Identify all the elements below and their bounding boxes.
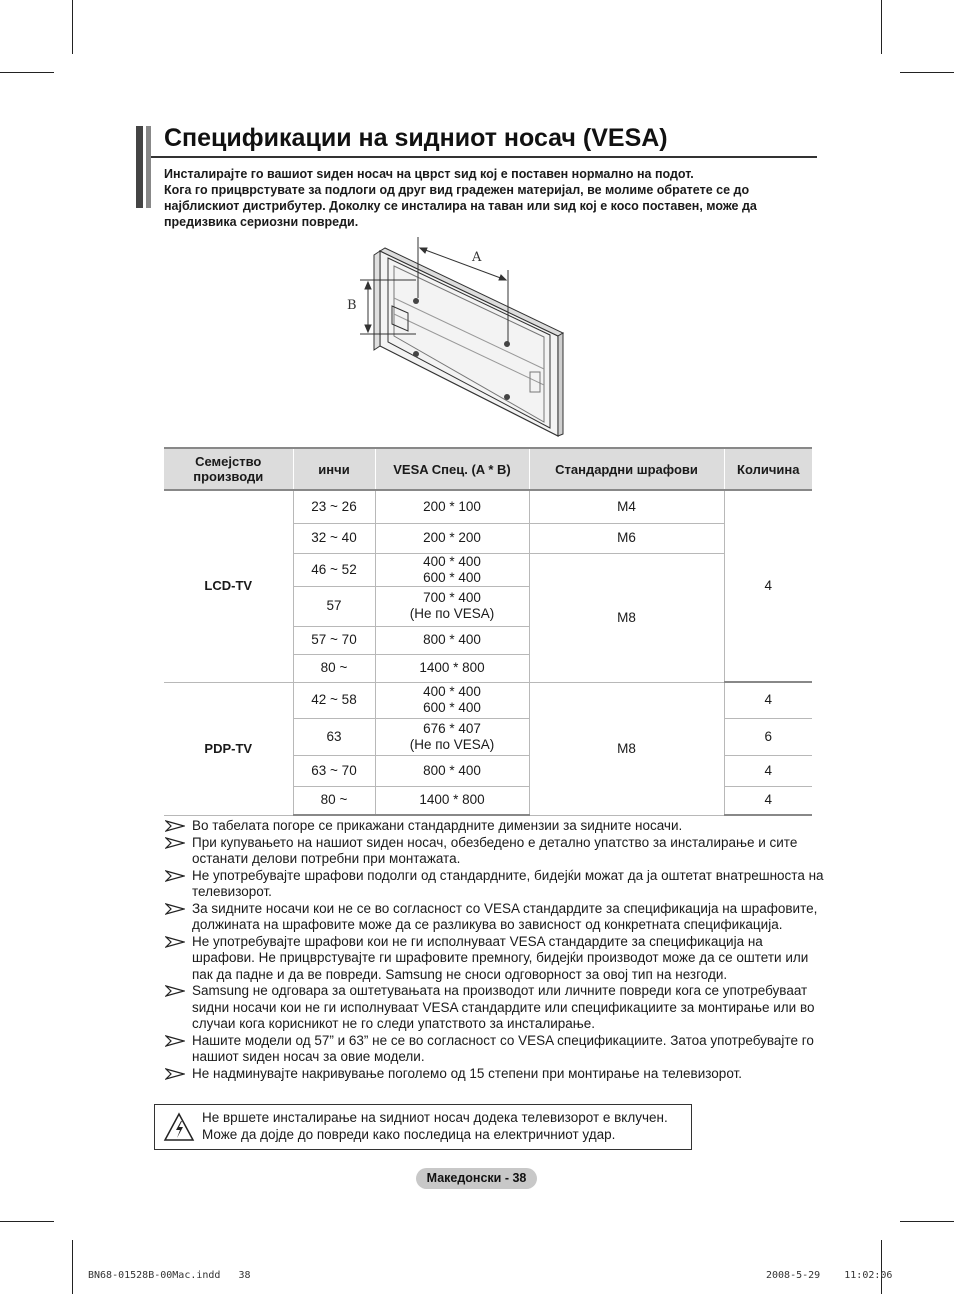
vesa-cell: 200 * 200 bbox=[375, 523, 529, 553]
header-inches: инчи bbox=[293, 448, 375, 490]
quantity-cell: 4 bbox=[724, 755, 812, 786]
crop-mark bbox=[0, 1221, 54, 1222]
warning-icon bbox=[161, 1109, 197, 1145]
warning-line: Не вршете инсталирање на ѕидниот носач додека телевизорот е вклучен. bbox=[202, 1110, 668, 1125]
vesa-cell: 800 * 400 bbox=[375, 755, 529, 786]
note-text: Во табелата погоре се прикажани стандардните димензии за ѕидните носачи. bbox=[192, 818, 683, 833]
screw-cell: M4 bbox=[529, 490, 724, 523]
intro-text bbox=[164, 166, 820, 230]
list-item bbox=[164, 818, 824, 835]
inches-cell: 42 ~ 58 bbox=[293, 682, 375, 718]
list-item bbox=[164, 934, 824, 984]
arrow-bullet-icon bbox=[165, 936, 185, 948]
inches-cell: 80 ~ bbox=[293, 786, 375, 815]
warning-line: Може да дојде до повреди како последица на електричниот удар. bbox=[202, 1127, 616, 1142]
crop-mark bbox=[72, 1240, 73, 1294]
vesa-cell: 1400 * 800 bbox=[375, 654, 529, 682]
vesa-spec-table bbox=[164, 447, 812, 816]
quantity-cell: 6 bbox=[724, 718, 812, 755]
dimension-b-label: B bbox=[347, 298, 357, 313]
crop-mark bbox=[900, 72, 954, 73]
screw-cell: M6 bbox=[529, 523, 724, 553]
footer-filename: BN68-01528B-00Mac.indd 38 bbox=[88, 1270, 251, 1281]
header-product-family: Семејство производи bbox=[164, 448, 293, 490]
arrow-bullet-icon bbox=[165, 820, 185, 832]
title-bar bbox=[136, 126, 143, 208]
dimension-a-label: A bbox=[472, 250, 482, 265]
note-text: За ѕидните носачи кои не се во согласност со VESA стандардите за спецификација на шрафовите, должината на шрафовите може да се разликува во зависност од конкретната спецификација. bbox=[192, 900, 818, 932]
vesa-cell: 800 * 400 bbox=[375, 626, 529, 654]
header-vesa-spec: VESA Спец. (A * B) bbox=[375, 448, 529, 490]
notes-list bbox=[164, 818, 824, 1082]
page-title: Спецификации на ѕидниот носач (VESA) bbox=[164, 124, 668, 152]
arrow-bullet-icon bbox=[165, 837, 185, 849]
note-text: Samsung не одговара за оштетувањата на производот или личните повреди кога се употребуваат ѕидни носачи кои не ги исполнуваат VESA стандардите или спецификациите за монтирање или во случаи кога корисникот не го следи упатството за инсталирање. bbox=[192, 983, 815, 1031]
vesa-cell: 400 * 400 600 * 400 bbox=[375, 553, 529, 586]
note-text: Не употребувајте шрафови подолги од стандардните, бидејќи можат да ја оштетат внатрешноста на телевизорот. bbox=[192, 867, 824, 899]
vesa-cell: 200 * 100 bbox=[375, 490, 529, 523]
footer-date: 2008-5-29 11:02:06 bbox=[766, 1270, 893, 1281]
list-item bbox=[164, 983, 824, 1033]
inches-cell: 46 ~ 52 bbox=[293, 553, 375, 586]
arrow-bullet-icon bbox=[165, 985, 185, 997]
inches-cell: 57 bbox=[293, 586, 375, 626]
quantity-cell: 4 bbox=[724, 490, 812, 682]
screw-cell: M8 bbox=[529, 553, 724, 682]
vesa-cell: 676 * 407 (Не по VESA) bbox=[375, 718, 529, 755]
table-header-row bbox=[164, 448, 812, 490]
header-standard-screws: Стандардни шрафови bbox=[529, 448, 724, 490]
inches-cell: 32 ~ 40 bbox=[293, 523, 375, 553]
screw-cell: M8 bbox=[529, 682, 724, 815]
title-rule bbox=[151, 156, 817, 158]
warning-box bbox=[154, 1104, 692, 1150]
list-item bbox=[164, 1033, 824, 1066]
arrow-bullet-icon bbox=[165, 1035, 185, 1047]
warning-text bbox=[202, 1109, 668, 1143]
family-lcd-tv: LCD-TV bbox=[164, 490, 293, 682]
inches-cell: 63 ~ 70 bbox=[293, 755, 375, 786]
tv-back-diagram bbox=[330, 236, 590, 446]
family-pdp-tv: PDP-TV bbox=[164, 682, 293, 815]
arrow-bullet-icon bbox=[165, 870, 185, 882]
arrow-bullet-icon bbox=[165, 903, 185, 915]
list-item bbox=[164, 868, 824, 901]
note-text: Не надминувајте накривување поголемо од 15 степени при монтирање на телевизорот. bbox=[192, 1065, 742, 1081]
inches-cell: 63 bbox=[293, 718, 375, 755]
crop-mark bbox=[900, 1221, 954, 1222]
table-row bbox=[164, 490, 812, 523]
vesa-cell: 400 * 400 600 * 400 bbox=[375, 682, 529, 718]
list-item bbox=[164, 1066, 824, 1083]
list-item bbox=[164, 835, 824, 868]
vesa-cell: 700 * 400 (Не по VESA) bbox=[375, 586, 529, 626]
vesa-cell: 1400 * 800 bbox=[375, 786, 529, 815]
header-quantity: Количина bbox=[724, 448, 812, 490]
note-text: При купувањето на нашиот ѕиден носач, обезбедено е детално упатство за инсталирање и сите останати делови потребни при монтажата. bbox=[192, 834, 798, 866]
intro-paragraph: Кога го прицврстувате за подлоги од друг вид градежен материјал, ве молиме обратете се до најблискиот дистрибутер. Доколку се инсталира на таван или ѕид кој е косо поставен, може да предизвика сериозни повреди. bbox=[164, 183, 757, 229]
arrow-bullet-icon bbox=[165, 1068, 185, 1080]
crop-mark bbox=[72, 0, 73, 54]
note-text: Нашите модели од 57” и 63” не се во согласност со VESA спецификациите. Затоа употребувајте го нашиот ѕиден носач за овие модели. bbox=[192, 1032, 814, 1064]
page-number-badge: Македонски - 38 bbox=[416, 1168, 537, 1189]
inches-cell: 80 ~ bbox=[293, 654, 375, 682]
table-row bbox=[164, 682, 812, 718]
crop-mark bbox=[881, 1240, 882, 1294]
inches-cell: 23 ~ 26 bbox=[293, 490, 375, 523]
note-text: Не употребувајте шрафови кои не ги исполнуваат VESA стандардите за спецификација на шрафови. Не прицврстувајте ги шрафовите премногу, бидејќи производот може да се оштети или пак да падне и да ве повреди. Samsung не сноси одговорност за овој тип на незгоди. bbox=[192, 933, 809, 982]
list-item bbox=[164, 901, 824, 934]
title-bar bbox=[146, 126, 151, 208]
crop-mark bbox=[881, 0, 882, 54]
crop-mark bbox=[0, 72, 54, 73]
quantity-cell: 4 bbox=[724, 682, 812, 718]
inches-cell: 57 ~ 70 bbox=[293, 626, 375, 654]
intro-paragraph: Инсталирајте го вашиот ѕиден носач на цврст ѕид кој е поставен нормално на подот. bbox=[164, 167, 694, 181]
quantity-cell: 4 bbox=[724, 786, 812, 815]
